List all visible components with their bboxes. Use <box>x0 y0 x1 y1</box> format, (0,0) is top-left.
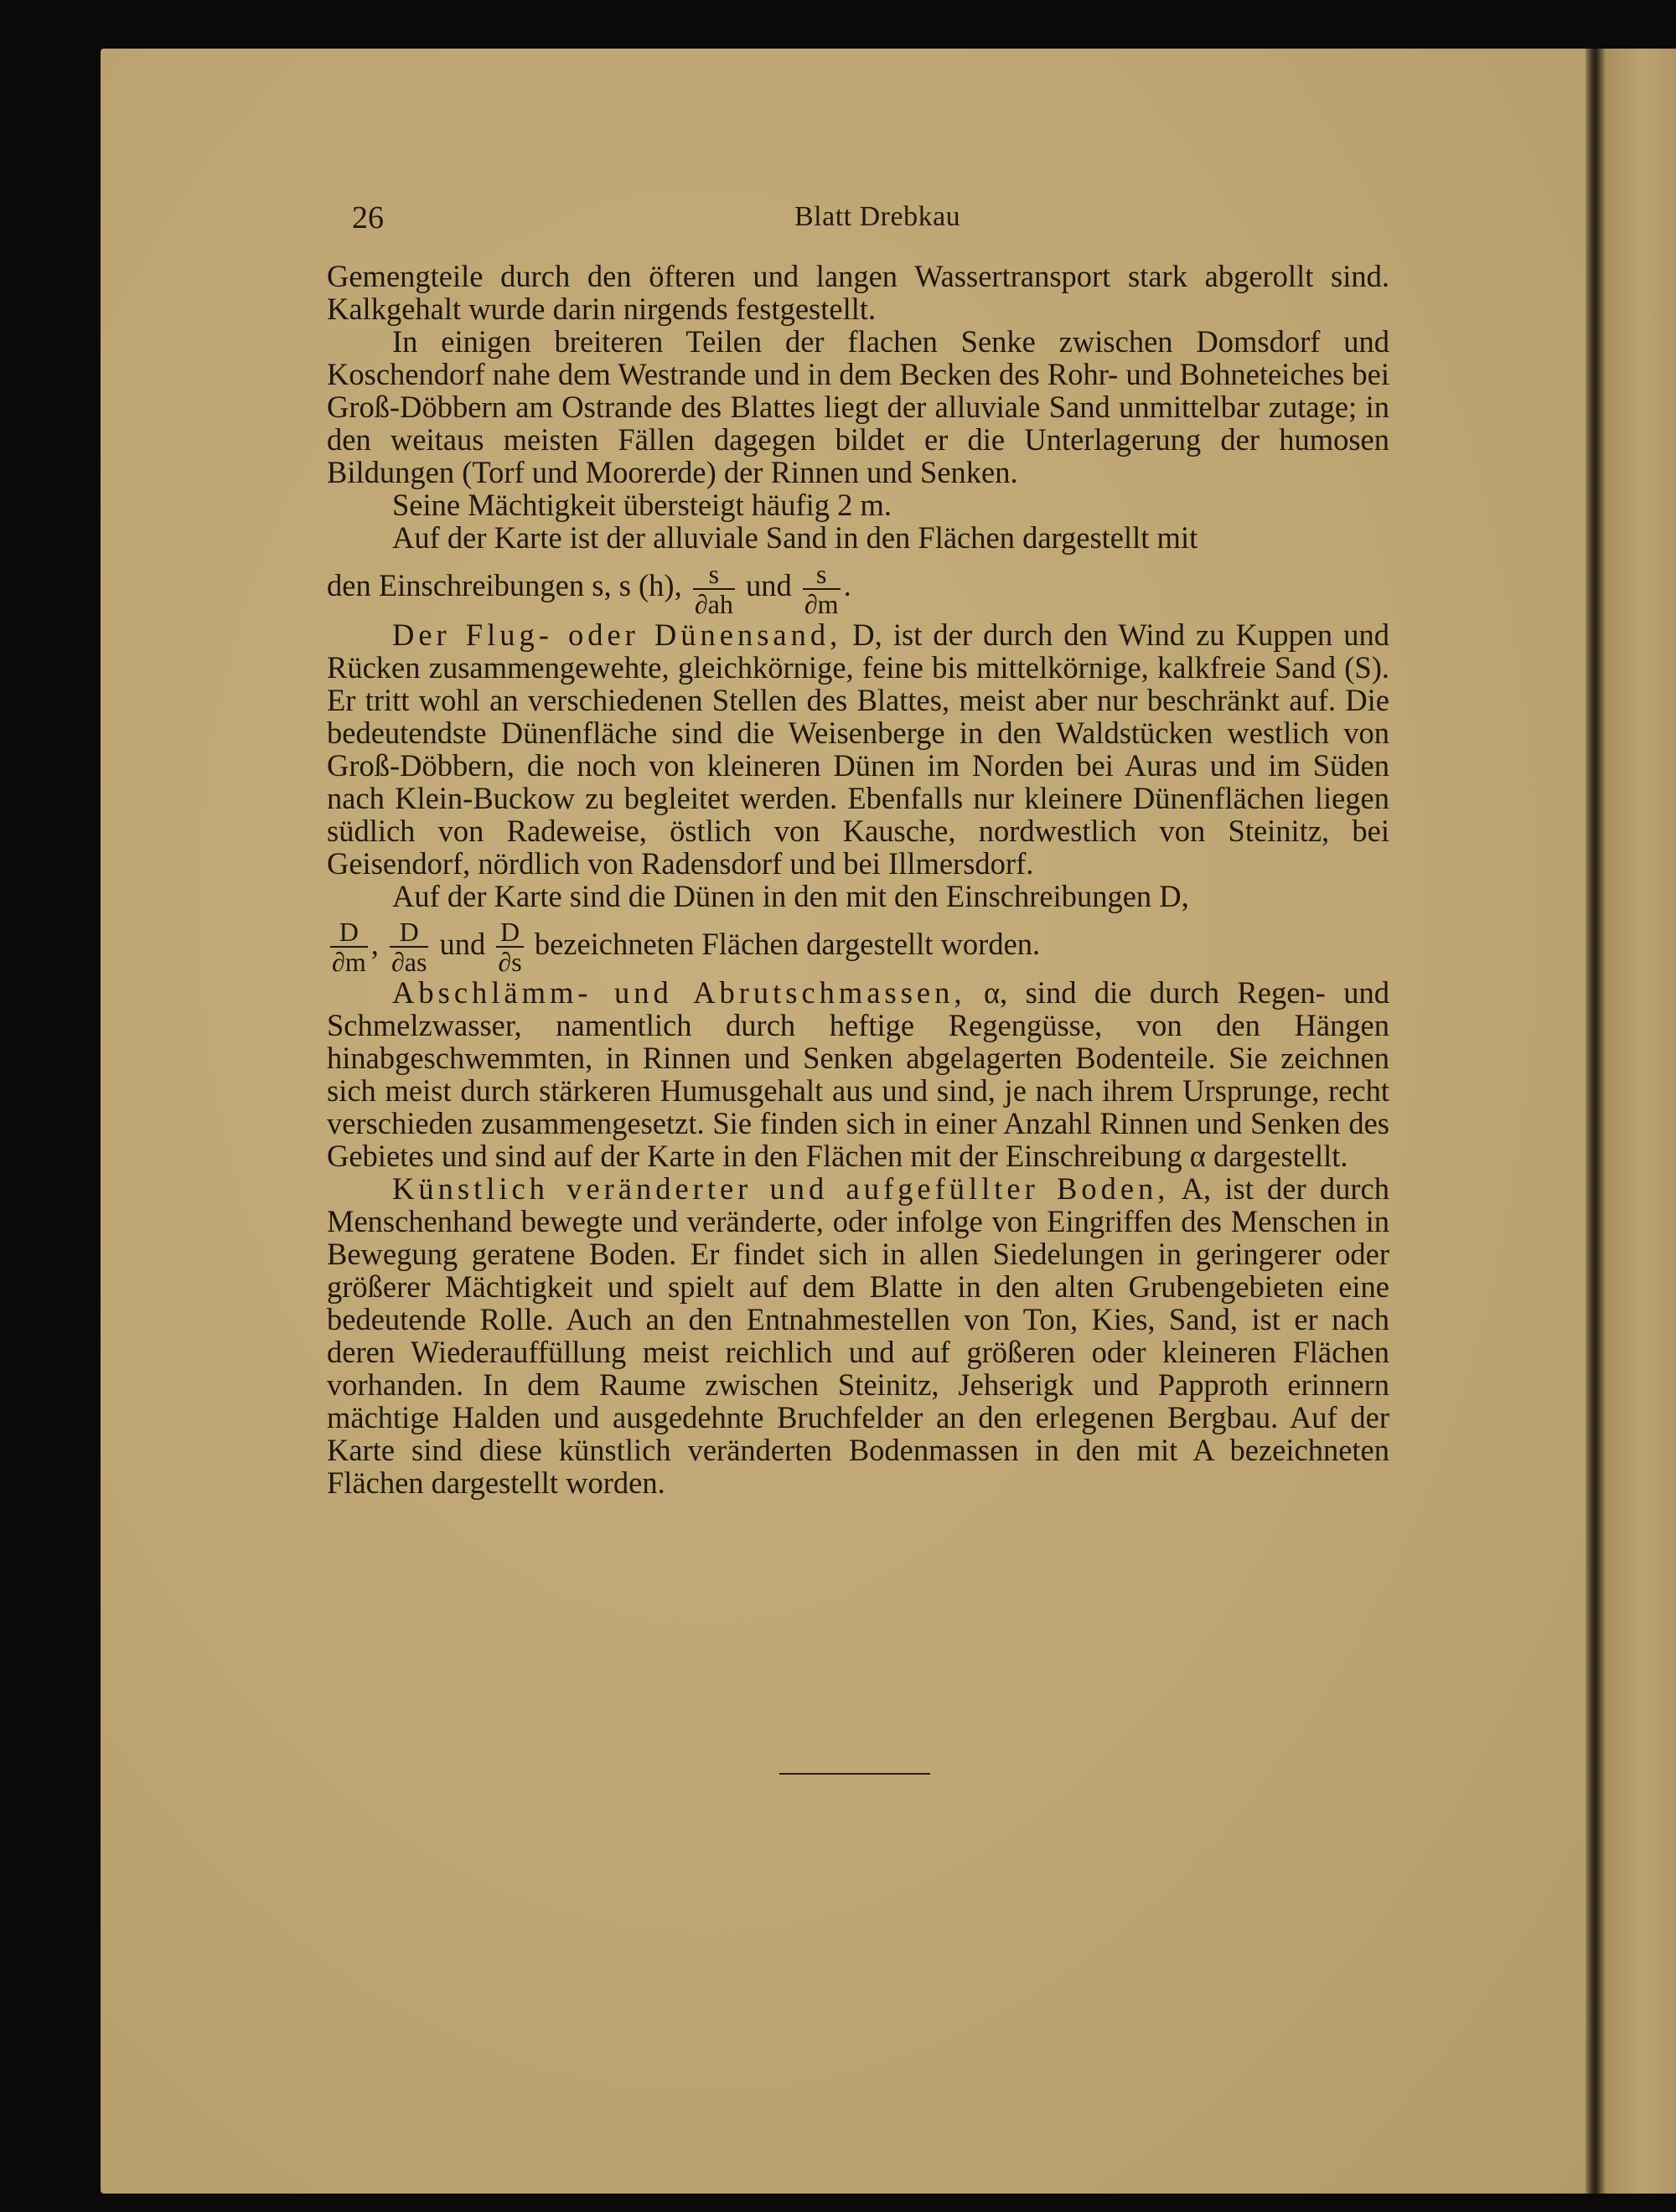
term-abschlaemmmassen: Abschlämm- und Abrutschmassen, <box>392 975 966 1010</box>
paragraph-3: Seine Mächtigkeit übersteigt häufig 2 m. <box>392 488 892 522</box>
page-number: 26 <box>352 200 384 235</box>
paragraph-4-text: Auf der Karte ist der alluviale Sand in den Flächen dargestellt mit <box>392 520 1198 555</box>
comma: , <box>370 926 379 961</box>
fraction-d-s <box>496 917 523 976</box>
paragraph-8-text: A, ist der durch Menschenhand bewegte und veränderte, oder infolge von Eingriffen des Menschen in Bewegung geratene Boden. Er findet sich in allen Siedelungen in geringerer oder größerer Mächtigkeit und spielt auf dem Blatte in den alten Grubengebieten eine bedeutende Rolle. Auch an den Entnahmestellen von Ton, Kies, Sand, ist er nach deren Wiederauffüllung meist reichlich und auf größeren oder kleineren Flächen vorhanden. In dem Raume zwischen Steinitz, Jehserigk und Papproth erinnern mächtige Halden und ausgedehnte Bruchfelder an den erlegenen Bergbau. Auf der Karte sind diese künstlich veränderten Bodenmassen in den mit A bezeichneten Flächen dargestellt worden. <box>327 1171 1389 1501</box>
fraction-numerator: D <box>330 917 368 948</box>
conjunction: und <box>745 568 792 602</box>
fraction-numerator: s <box>693 560 735 590</box>
fraction-denominator: ∂m <box>332 947 366 978</box>
term-kuenstlicher-boden: Künstlich veränderter und aufgefüllter Boden, <box>392 1171 1170 1207</box>
fraction-d-m <box>330 917 368 976</box>
paragraph-7-text: α, sind die durch Regen- und Schmelzwasser, namentlich durch heftige Regengüsse, von den Hängen hinabgeschwemmten, in Rinnen und Senken abgelagerten Bodenteile. Sie zeichnen sich meist durch stärkeren Humusgehalt aus und sind, je nach ihrem Ursprunge, recht verschieden zusammengesetzt. Sie finden sich in einer Anzahl Rinnen und Senken des Gebietes und sind auf der Karte in den Flächen mit der Einschreibung α dargestellt. <box>327 975 1389 1174</box>
fraction-denominator: ∂m <box>804 588 839 619</box>
paragraph-5 <box>327 618 1389 880</box>
fraction-numerator: s <box>803 560 841 590</box>
paragraph-1: Gemengteile durch den öfteren und langen Wassertransport stark abgerollt sind. Kalkgehalt wurde darin nirgends festgestellt. <box>327 259 1389 326</box>
paragraph-7 <box>327 976 1389 1172</box>
term-duenensand: Der Flug- oder Dünensand, <box>392 617 842 652</box>
formula-line-2-text: bezeichneten Flächen dargestellt worden. <box>534 926 1041 961</box>
fraction-denominator: ∂ah <box>694 588 733 619</box>
fraction-d-as <box>390 917 428 976</box>
fraction-s-m <box>803 560 841 618</box>
running-title: Blatt Drebkau <box>794 201 961 232</box>
paragraph-2: In einigen breiteren Teilen der flachen Senke zwischen Domsdorf und Koschendorf nahe dem Westrande und in dem Becken des Rohr- und Bohneteiches bei Groß-Döbbern am Ostrande des Blattes liegt der alluviale Sand unmittelbar zutage; in den weitaus meisten Fällen dagegen bildet er die Unterlagerung der humosen Bildungen (Torf und Moorerde) der Rinnen und Senken. <box>327 324 1389 489</box>
formula-line-1-text: den Einschreibungen s, s (h), <box>327 568 682 602</box>
fraction-numerator: D <box>496 917 523 948</box>
end-rule <box>779 1773 930 1775</box>
fraction-denominator: ∂as <box>391 947 427 978</box>
conjunction: und <box>439 926 486 961</box>
adjacent-page-edge <box>1596 49 1676 2194</box>
fraction-s-ah <box>693 560 735 618</box>
fraction-numerator: D <box>390 917 428 948</box>
paragraph-6-text: Auf der Karte sind die Dünen in den mit den Einschreibungen D, <box>392 878 1189 913</box>
formula-line-1 <box>327 554 1389 618</box>
paragraph-8 <box>327 1172 1389 1499</box>
period: . <box>843 568 851 602</box>
paragraph-6 <box>327 880 1389 912</box>
fraction-denominator: ∂s <box>498 947 522 978</box>
paragraph-5-text: D, ist der durch den Wind zu Kuppen und Rücken zusammengewehte, gleichkörnige, feine bis mittelkörnige, kalkfreie Sand (S). Er tritt wohl an verschiedenen Stellen des Blattes, meist aber nur beschränkt auf. Die bedeutendste Dünenfläche sind die Weisenberge in den Waldstücken westlich von Groß-Döbbern, die noch von kleineren Dünen im Norden bei Auras und im Süden nach Klein-Buckow zu begleitet werden. Ebenfalls nur kleinere Dünenflächen liegen südlich von Radeweise, östlich von Kausche, nordwestlich von Steinitz, bei Geisendorf, nördlich von Radensdorf und bei Illmersdorf. <box>327 617 1389 881</box>
paragraph-4 <box>327 521 1389 554</box>
page-body <box>327 260 1389 1499</box>
formula-line-2 <box>327 912 1389 977</box>
page-header <box>352 199 1399 241</box>
